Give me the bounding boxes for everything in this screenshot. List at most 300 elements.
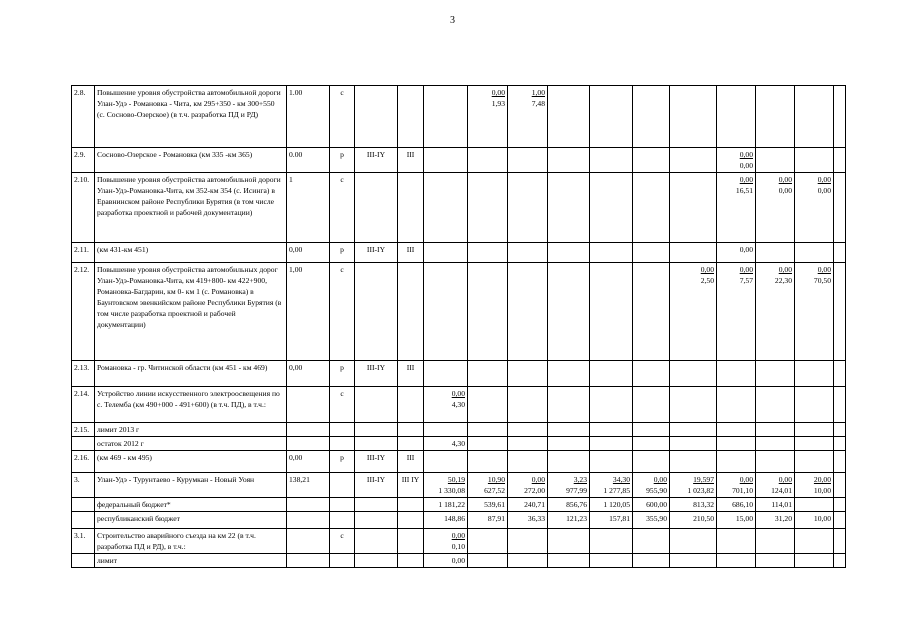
work-type-cell bbox=[330, 423, 355, 437]
table-row bbox=[72, 437, 846, 451]
road-program-table bbox=[71, 85, 846, 568]
work-type-cell: р bbox=[330, 451, 355, 473]
cell-value: 2,50 bbox=[700, 276, 714, 285]
value-cell bbox=[795, 512, 834, 529]
value-cell bbox=[717, 423, 756, 437]
trailing-cell bbox=[834, 451, 846, 473]
work-type-cell: с bbox=[330, 387, 355, 423]
cell-value: 856,76 bbox=[566, 500, 587, 509]
value-cell bbox=[633, 529, 670, 554]
value-cell bbox=[633, 554, 670, 568]
cell-value: 20,00 bbox=[813, 475, 831, 484]
cell-value: 10,90 bbox=[487, 475, 505, 484]
value-cell bbox=[670, 554, 717, 568]
category-cell: III-IY bbox=[355, 148, 398, 173]
value-cell bbox=[756, 423, 795, 437]
trailing-cell bbox=[834, 263, 846, 361]
value-cell bbox=[756, 437, 795, 451]
row-number-cell: 2.10. bbox=[72, 173, 95, 243]
cell-value: 210,50 bbox=[693, 514, 714, 523]
cell-value: 0,00 bbox=[700, 265, 714, 274]
value-cell bbox=[508, 148, 548, 173]
cell-value: 0,00 bbox=[778, 186, 792, 195]
cell-value: 0,00 bbox=[817, 186, 831, 195]
length-cell: 1 bbox=[287, 173, 330, 243]
cell-value: 627,52 bbox=[484, 486, 505, 495]
value-cell bbox=[633, 148, 670, 173]
category-cell bbox=[355, 173, 398, 243]
value-cell bbox=[717, 529, 756, 554]
class-cell: III bbox=[398, 148, 424, 173]
category-cell: III-IY bbox=[355, 473, 398, 498]
value-cell bbox=[468, 423, 508, 437]
work-type-cell bbox=[330, 554, 355, 568]
cell-value: 1,93 bbox=[491, 99, 505, 108]
row-number-cell: 2.8. bbox=[72, 86, 95, 148]
value-cell bbox=[508, 437, 548, 451]
cell-value: 272,00 bbox=[524, 486, 545, 495]
category-cell bbox=[355, 554, 398, 568]
value-cell bbox=[717, 86, 756, 148]
value-cell bbox=[717, 451, 756, 473]
value-cell bbox=[633, 361, 670, 387]
value-cell bbox=[756, 512, 795, 529]
row-number-cell: 2.11. bbox=[72, 243, 95, 263]
class-cell bbox=[398, 512, 424, 529]
value-cell bbox=[717, 173, 756, 243]
category-cell: III-IY bbox=[355, 451, 398, 473]
value-cell bbox=[756, 387, 795, 423]
value-cell bbox=[717, 263, 756, 361]
value-cell bbox=[670, 243, 717, 263]
object-name-cell: Романовка - гр. Читинской области (км 451 - км 469) bbox=[95, 361, 287, 387]
object-name-cell: Устройство линии искусственного электроосвещения по с. Телемба (км 490+000 - 491+600) (в т.ч. ПД), в т.ч.: bbox=[95, 387, 287, 423]
trailing-cell bbox=[834, 243, 846, 263]
value-cell bbox=[795, 554, 834, 568]
cell-value: 0,00 bbox=[817, 265, 831, 274]
class-cell bbox=[398, 529, 424, 554]
value-cell bbox=[468, 86, 508, 148]
category-cell bbox=[355, 263, 398, 361]
trailing-cell bbox=[834, 148, 846, 173]
value-cell bbox=[590, 263, 633, 361]
value-cell bbox=[633, 437, 670, 451]
value-cell bbox=[508, 86, 548, 148]
value-cell bbox=[717, 387, 756, 423]
value-cell bbox=[633, 451, 670, 473]
table-row bbox=[72, 512, 846, 529]
table-row bbox=[72, 361, 846, 387]
object-name-cell: остаток 2012 г bbox=[95, 437, 287, 451]
row-number-cell: 3.1. bbox=[72, 529, 95, 554]
class-cell bbox=[398, 263, 424, 361]
value-cell bbox=[508, 451, 548, 473]
value-cell bbox=[670, 148, 717, 173]
cell-value: 1,00 bbox=[531, 88, 545, 97]
length-cell bbox=[287, 498, 330, 512]
value-cell bbox=[795, 361, 834, 387]
class-cell bbox=[398, 554, 424, 568]
value-cell bbox=[424, 263, 468, 361]
row-number-cell: 2.9. bbox=[72, 148, 95, 173]
trailing-cell bbox=[834, 512, 846, 529]
value-cell bbox=[424, 86, 468, 148]
value-cell bbox=[633, 498, 670, 512]
cell-value: 70,50 bbox=[813, 276, 831, 285]
value-cell bbox=[633, 263, 670, 361]
value-cell bbox=[717, 243, 756, 263]
trailing-cell bbox=[834, 473, 846, 498]
work-type-cell: с bbox=[330, 173, 355, 243]
value-cell bbox=[633, 243, 670, 263]
class-cell: III bbox=[398, 243, 424, 263]
object-name-cell: лимит 2013 г bbox=[95, 423, 287, 437]
cell-value: 0,00 bbox=[739, 175, 753, 184]
value-cell bbox=[633, 512, 670, 529]
work-type-cell: с bbox=[330, 86, 355, 148]
length-cell bbox=[287, 437, 330, 451]
value-cell bbox=[548, 498, 590, 512]
value-cell bbox=[468, 554, 508, 568]
value-cell bbox=[548, 243, 590, 263]
value-cell bbox=[756, 263, 795, 361]
row-number-cell: 2.14. bbox=[72, 387, 95, 423]
length-cell bbox=[287, 423, 330, 437]
value-cell bbox=[795, 437, 834, 451]
class-cell: III bbox=[398, 451, 424, 473]
trailing-cell bbox=[834, 86, 846, 148]
row-number-cell: 2.13. bbox=[72, 361, 95, 387]
cell-value: 4,30 bbox=[451, 439, 465, 448]
row-number-cell: 2.16. bbox=[72, 451, 95, 473]
value-cell bbox=[508, 554, 548, 568]
cell-value: 0,00 bbox=[653, 475, 667, 484]
value-cell bbox=[548, 86, 590, 148]
cell-value: 124,01 bbox=[771, 486, 792, 495]
value-cell bbox=[795, 498, 834, 512]
object-name-cell: Повышение уровня обустройства автомобильной дороги Улан-Удэ-Романовка-Чита, км 352-км 354 (с. Исинга) в Еравнинском районе Республики Бурятия (в том числе разработка проектной и рабочей документации) bbox=[95, 173, 287, 243]
length-cell bbox=[287, 529, 330, 554]
cell-value: 686,10 bbox=[732, 500, 753, 509]
value-cell bbox=[508, 473, 548, 498]
value-cell bbox=[590, 243, 633, 263]
value-cell bbox=[590, 473, 633, 498]
value-cell bbox=[424, 423, 468, 437]
value-cell bbox=[548, 148, 590, 173]
value-cell bbox=[795, 473, 834, 498]
value-cell bbox=[633, 173, 670, 243]
value-cell bbox=[670, 451, 717, 473]
length-cell: 0,00 bbox=[287, 361, 330, 387]
object-name-cell: Улан-Удэ - Турунтаево - Курумкан - Новый Уоян bbox=[95, 473, 287, 498]
length-cell: 138,21 bbox=[287, 473, 330, 498]
cell-value: 4,30 bbox=[451, 400, 465, 409]
class-cell bbox=[398, 423, 424, 437]
value-cell bbox=[590, 451, 633, 473]
length-cell: 1,00 bbox=[287, 263, 330, 361]
row-number-cell bbox=[72, 554, 95, 568]
value-cell bbox=[590, 361, 633, 387]
value-cell bbox=[508, 387, 548, 423]
value-cell bbox=[548, 451, 590, 473]
work-type-cell: с bbox=[330, 529, 355, 554]
object-name-cell: (км 431-км 451) bbox=[95, 243, 287, 263]
value-cell bbox=[468, 529, 508, 554]
length-cell bbox=[287, 554, 330, 568]
work-type-cell bbox=[330, 437, 355, 451]
table-row bbox=[72, 86, 846, 148]
value-cell bbox=[670, 263, 717, 361]
value-cell bbox=[548, 554, 590, 568]
value-cell bbox=[590, 554, 633, 568]
value-cell bbox=[717, 437, 756, 451]
value-cell bbox=[756, 451, 795, 473]
value-cell bbox=[756, 529, 795, 554]
value-cell bbox=[717, 554, 756, 568]
value-cell bbox=[795, 451, 834, 473]
table-row bbox=[72, 263, 846, 361]
cell-value: 7,57 bbox=[739, 276, 753, 285]
value-cell bbox=[468, 473, 508, 498]
trailing-cell bbox=[834, 498, 846, 512]
trailing-cell bbox=[834, 173, 846, 243]
cell-value: 539,61 bbox=[484, 500, 505, 509]
value-cell bbox=[795, 86, 834, 148]
value-cell bbox=[756, 361, 795, 387]
cell-value: 36,33 bbox=[527, 514, 545, 523]
value-cell bbox=[548, 512, 590, 529]
table-row bbox=[72, 451, 846, 473]
cell-value: 0,00 bbox=[739, 150, 753, 159]
cell-value: 355,90 bbox=[646, 514, 667, 523]
cell-value: 0,00 bbox=[739, 265, 753, 274]
cell-value: 15,00 bbox=[735, 514, 753, 523]
value-cell bbox=[590, 387, 633, 423]
value-cell bbox=[670, 437, 717, 451]
value-cell bbox=[548, 263, 590, 361]
value-cell bbox=[468, 173, 508, 243]
category-cell bbox=[355, 529, 398, 554]
table-row bbox=[72, 423, 846, 437]
value-cell bbox=[424, 473, 468, 498]
cell-value: 114,01 bbox=[771, 500, 792, 509]
value-cell bbox=[670, 387, 717, 423]
value-cell bbox=[717, 498, 756, 512]
work-type-cell: р bbox=[330, 243, 355, 263]
value-cell bbox=[670, 173, 717, 243]
value-cell bbox=[670, 512, 717, 529]
value-cell bbox=[756, 498, 795, 512]
value-cell bbox=[424, 437, 468, 451]
value-cell bbox=[548, 473, 590, 498]
cell-value: 148,86 bbox=[444, 514, 465, 523]
category-cell bbox=[355, 423, 398, 437]
cell-value: 0,00 bbox=[451, 556, 465, 565]
class-cell bbox=[398, 437, 424, 451]
value-cell bbox=[590, 173, 633, 243]
value-cell bbox=[633, 473, 670, 498]
value-cell bbox=[756, 173, 795, 243]
cell-value: 87,91 bbox=[487, 514, 505, 523]
value-cell bbox=[424, 554, 468, 568]
value-cell bbox=[424, 512, 468, 529]
cell-value: 0,00 bbox=[739, 475, 753, 484]
value-cell bbox=[548, 529, 590, 554]
value-cell bbox=[468, 451, 508, 473]
work-type-cell: р bbox=[330, 361, 355, 387]
trailing-cell bbox=[834, 437, 846, 451]
trailing-cell bbox=[834, 423, 846, 437]
length-cell bbox=[287, 387, 330, 423]
class-cell bbox=[398, 173, 424, 243]
object-name-cell: республиканский бюджет bbox=[95, 512, 287, 529]
cell-value: 34,30 bbox=[612, 475, 630, 484]
cell-value: 0,00 bbox=[778, 265, 792, 274]
value-cell bbox=[670, 498, 717, 512]
value-cell bbox=[795, 423, 834, 437]
row-number-cell: 2.12. bbox=[72, 263, 95, 361]
trailing-cell bbox=[834, 387, 846, 423]
value-cell bbox=[424, 243, 468, 263]
value-cell bbox=[795, 243, 834, 263]
cell-value: 121,23 bbox=[566, 514, 587, 523]
cell-value: 1 277,85 bbox=[603, 486, 630, 495]
value-cell bbox=[756, 243, 795, 263]
value-cell bbox=[424, 173, 468, 243]
cell-value: 240,71 bbox=[524, 500, 545, 509]
cell-value: 0,00 bbox=[778, 175, 792, 184]
value-cell bbox=[756, 473, 795, 498]
object-name-cell: Сосново-Озерское - Романовка (км 335 -км 365) bbox=[95, 148, 287, 173]
table-row bbox=[72, 173, 846, 243]
category-cell bbox=[355, 512, 398, 529]
value-cell bbox=[670, 423, 717, 437]
value-cell bbox=[590, 148, 633, 173]
cell-value: 0,00 bbox=[491, 88, 505, 97]
category-cell: III-IY bbox=[355, 361, 398, 387]
cell-value: 977,99 bbox=[566, 486, 587, 495]
table-row bbox=[72, 243, 846, 263]
value-cell bbox=[717, 473, 756, 498]
value-cell bbox=[424, 451, 468, 473]
trailing-cell bbox=[834, 361, 846, 387]
value-cell bbox=[468, 387, 508, 423]
cell-value: 7,48 bbox=[531, 99, 545, 108]
value-cell bbox=[590, 437, 633, 451]
value-cell bbox=[756, 86, 795, 148]
value-cell bbox=[468, 263, 508, 361]
value-cell bbox=[717, 148, 756, 173]
category-cell bbox=[355, 387, 398, 423]
page-number: 3 bbox=[450, 15, 455, 26]
cell-value: 1 181,22 bbox=[438, 500, 465, 509]
value-cell bbox=[756, 148, 795, 173]
value-cell bbox=[548, 423, 590, 437]
table-row bbox=[72, 498, 846, 512]
cell-value: 955,90 bbox=[646, 486, 667, 495]
cell-value: 1 330,08 bbox=[438, 486, 465, 495]
cell-value: 22,30 bbox=[774, 276, 792, 285]
work-type-cell bbox=[330, 473, 355, 498]
value-cell bbox=[424, 529, 468, 554]
value-cell bbox=[424, 387, 468, 423]
value-cell bbox=[468, 437, 508, 451]
value-cell bbox=[590, 512, 633, 529]
object-name-cell: лимит bbox=[95, 554, 287, 568]
table-row bbox=[72, 148, 846, 173]
table-body bbox=[72, 86, 846, 568]
cell-value: 10,00 bbox=[813, 486, 831, 495]
cell-value: 0,00 bbox=[739, 161, 753, 170]
object-name-cell: Строительство аварийного съезда на км 22 (в т.ч. разработка ПД и РД), в т.ч.: bbox=[95, 529, 287, 554]
row-number-cell: 2.15. bbox=[72, 423, 95, 437]
row-number-cell: 3. bbox=[72, 473, 95, 498]
value-cell bbox=[590, 423, 633, 437]
length-cell: 1.00 bbox=[287, 86, 330, 148]
value-cell bbox=[468, 148, 508, 173]
cell-value: 0,10 bbox=[451, 542, 465, 551]
value-cell bbox=[795, 529, 834, 554]
value-cell bbox=[424, 498, 468, 512]
cell-value: 0,00 bbox=[778, 475, 792, 484]
row-number-cell bbox=[72, 512, 95, 529]
value-cell bbox=[468, 243, 508, 263]
cell-value: 600,00 bbox=[646, 500, 667, 509]
cell-value: 157,81 bbox=[609, 514, 630, 523]
cell-value: 19,597 bbox=[693, 475, 714, 484]
value-cell bbox=[756, 554, 795, 568]
value-cell bbox=[633, 387, 670, 423]
value-cell bbox=[717, 361, 756, 387]
cell-value: 0,00 bbox=[451, 531, 465, 540]
class-cell: III bbox=[398, 361, 424, 387]
value-cell bbox=[670, 361, 717, 387]
value-cell bbox=[508, 423, 548, 437]
cell-value: 16,51 bbox=[735, 186, 753, 195]
object-name-cell: федеральный бюджет* bbox=[95, 498, 287, 512]
row-number-cell bbox=[72, 437, 95, 451]
value-cell bbox=[590, 498, 633, 512]
table-row bbox=[72, 387, 846, 423]
work-type-cell: с bbox=[330, 263, 355, 361]
trailing-cell bbox=[834, 529, 846, 554]
class-cell: III IY bbox=[398, 473, 424, 498]
table-row bbox=[72, 554, 846, 568]
trailing-cell bbox=[834, 554, 846, 568]
value-cell bbox=[633, 423, 670, 437]
value-cell bbox=[795, 148, 834, 173]
category-cell bbox=[355, 86, 398, 148]
value-cell bbox=[795, 263, 834, 361]
value-cell bbox=[468, 498, 508, 512]
category-cell bbox=[355, 498, 398, 512]
length-cell: 0,00 bbox=[287, 243, 330, 263]
value-cell bbox=[508, 512, 548, 529]
category-cell bbox=[355, 437, 398, 451]
cell-value: 10,00 bbox=[813, 514, 831, 523]
cell-value: 31,20 bbox=[774, 514, 792, 523]
value-cell bbox=[508, 263, 548, 361]
cell-value: 0,00 bbox=[531, 475, 545, 484]
value-cell bbox=[548, 173, 590, 243]
work-type-cell bbox=[330, 512, 355, 529]
cell-value: 1 023,82 bbox=[687, 486, 714, 495]
value-cell bbox=[795, 387, 834, 423]
work-type-cell: р bbox=[330, 148, 355, 173]
value-cell bbox=[670, 473, 717, 498]
value-cell bbox=[633, 86, 670, 148]
value-cell bbox=[508, 361, 548, 387]
